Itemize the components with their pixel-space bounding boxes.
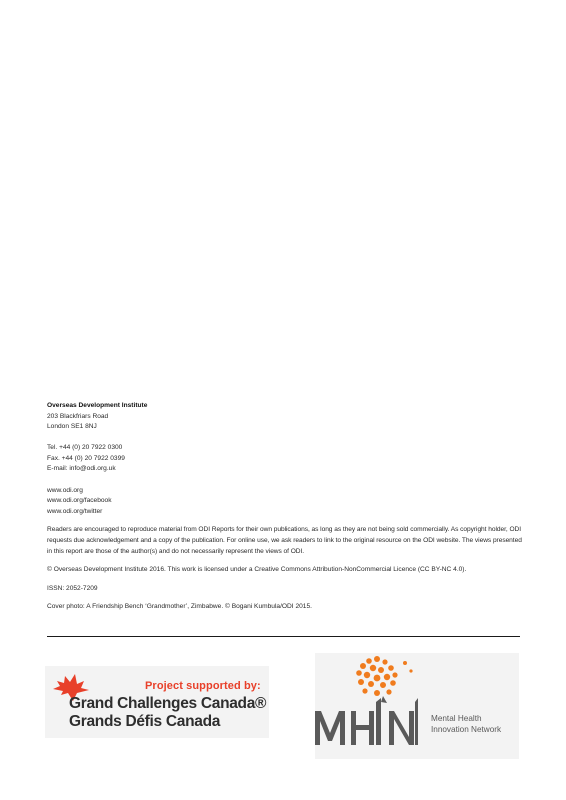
gcc-name-fr: Grands Défis Canada bbox=[69, 713, 221, 730]
address-line2: London SE1 8NJ bbox=[47, 423, 97, 431]
issn: ISSN: 2052-7209 bbox=[47, 584, 98, 592]
reproduction-notice: Readers are encouraged to reproduce material from ODI Reports for their own publications, as long as they are not being sold commercially. As copyright holder, ODI requests due acknowledgement and a copy of the publication. For online use, we ask readers to link to the original resource on the ODI website. The views presented in this report are those of the author(s) and do not necessarily represent the views of ODI. bbox=[47, 526, 522, 555]
mhin-name bbox=[431, 713, 501, 735]
address-line1: 203 Blackfriars Road bbox=[47, 412, 109, 420]
telephone: Tel. +44 (0) 20 7922 0300 bbox=[47, 444, 123, 452]
mhin-name-line1: Mental Health bbox=[431, 714, 482, 723]
mhin-name-line2: Innovation Network bbox=[431, 725, 502, 734]
publisher-info bbox=[47, 401, 525, 613]
org-name: Overseas Development Institute bbox=[47, 402, 148, 409]
mhin-dandelion-mark bbox=[315, 653, 431, 759]
cover-photo-credit: Cover photo: A Friendship Bench ‘Grandmother’, Zimbabwe. © Bogani Kumbula/ODI 2015. bbox=[47, 603, 312, 611]
twitter-link[interactable]: www.odi.org/twitter bbox=[47, 507, 103, 515]
grand-challenges-canada-logo bbox=[45, 666, 269, 738]
facebook-link[interactable]: www.odi.org/facebook bbox=[47, 497, 112, 505]
project-supported-label: Project supported by: bbox=[145, 680, 261, 692]
divider bbox=[47, 636, 520, 637]
copyright-notice: © Overseas Development Institute 2016. This work is licensed under a Creative Commons Attribution-NonCommercial Licence (CC BY-NC 4.0). bbox=[47, 566, 467, 574]
email: E-mail: info@odi.org.uk bbox=[47, 465, 116, 473]
website-link[interactable]: www.odi.org bbox=[47, 486, 83, 494]
mhin-logo bbox=[315, 653, 519, 759]
gcc-name-en: Grand Challenges Canada® bbox=[69, 695, 267, 712]
fax: Fax. +44 (0) 20 7922 0399 bbox=[47, 454, 125, 462]
